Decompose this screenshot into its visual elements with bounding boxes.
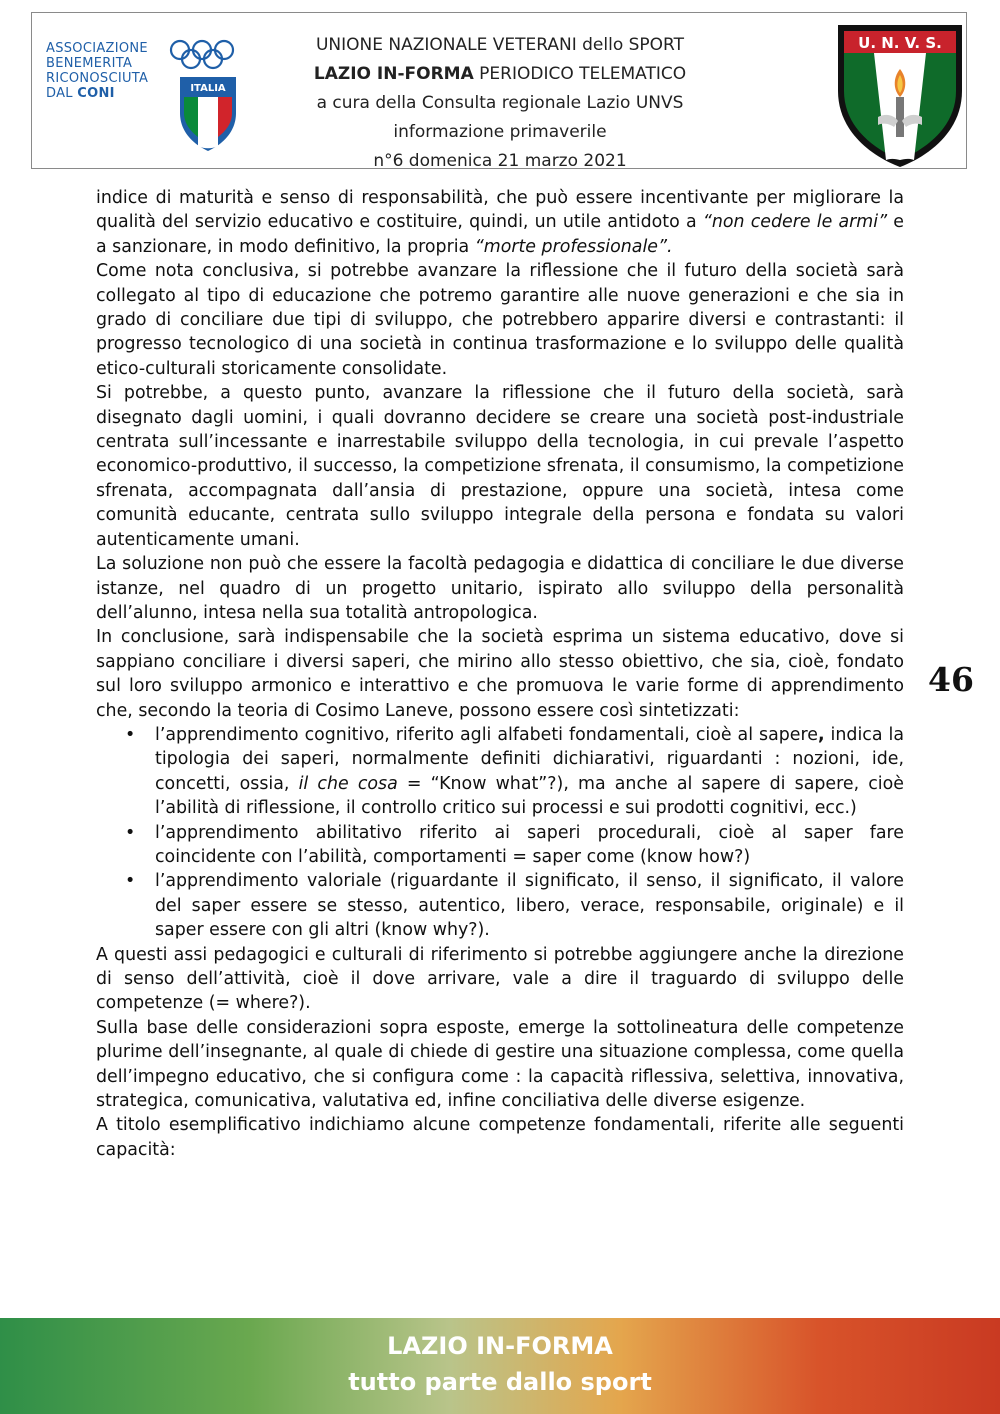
coni-line-4: DAL CONI — [46, 86, 115, 101]
page-header — [31, 12, 967, 169]
footer-title: LAZIO IN-FORMA — [387, 1332, 613, 1360]
header-line-3: a cura della Consulta regionale Lazio UNVS — [316, 93, 684, 113]
header-line-2: LAZIO IN-FORMA PERIODICO TELEMATICO — [313, 64, 687, 84]
footer-tagline: tutto parte dallo sport — [348, 1368, 652, 1396]
coni-line-1: ASSOCIAZIONE — [46, 41, 148, 56]
paragraph: A titolo esemplificativo indichiamo alcune competenze fondamentali, riferite alle seguenti capacità: — [96, 1115, 904, 1160]
article-body — [96, 186, 904, 1162]
list-item: • l’apprendimento valoriale (riguardante il significato, il senso, il significato, il valore del saper essere se stesso, autentico, libero, verace, responsabile, originale) e il saper essere con gli altri (know why?). — [155, 869, 904, 942]
paragraph: Si potrebbe, a questo punto, avanzare la riflessione che il futuro della società, sarà disegnato dagli uomini, i quali dovranno decidere se creare una società post-industriale centrata sull’incessante e inarrestabile sviluppo della tecnologia, in cui prevale l’aspetto economico-produttivo, il successo, la competizione sfrenata, il consumismo, la competizione sfrenata, accompagnata dall’ansia di prestazione, oppure una società, intesa come comunità educante, centrata sullo sviluppo integrale della persona e fondata su valori autenticamente umani. — [96, 383, 904, 550]
paragraph: La soluzione non può che essere la facoltà pedagogia e didattica di conciliare le due diverse istanze, nel quadro di un progetto unitario, ispirato allo sviluppo della personalità dell’alunno, intesa nella sua totalità antropologica. — [96, 554, 904, 623]
list-item: • l’apprendimento abilitativo riferito ai saperi procedurali, cioè al saper fare coincidente con l’abilità, comportamenti = saper come (know how?) — [155, 821, 904, 870]
coni-line-2: BENEMERITA — [46, 56, 133, 71]
list-item: • l’apprendimento cognitivo, riferito agli alfabeti fondamentali, cioè al sapere, indica la tipologia dei saperi, normalmente definiti dichiarativi, riguardanti : nozioni, ide, concetti, ossia, il che cosa = “Know what”?), ma anche al sapere di sapere, cioè l’abilità di riflessione, il controllo critico sui processi e sui prodotti cognitivi, ecc.) — [155, 723, 904, 821]
paragraph: Sulla base delle considerazioni sopra esposte, emerge la sottolineatura delle competenze plurime dell’insegnante, al quale di chiede di gestire una situazione complessa, come quella dell’impegno educativo, che si configura come : la capacità riflessiva, selettiva, innovativa, strategica, comunicativa, valutativa ed, infine conciliativa delle diverse esigenze. — [96, 1017, 904, 1112]
coni-logo-text — [46, 41, 148, 101]
coni-logo — [46, 41, 246, 151]
unvs-logo-text: U. N. V. S. — [858, 34, 942, 52]
page-number: 46 — [928, 660, 974, 699]
paragraph: indice di maturità e senso di responsabilità, che può essere incentivante per migliorare la qualità del servizio educativo e costituire, quindi, un utile antidoto a “non cedere le armi” e a sanzionare, in modo definitivo, la propria “morte professionale”. — [96, 188, 904, 257]
page-footer — [0, 1318, 1000, 1414]
paragraph: In conclusione, sarà indispensabile che la società esprima un sistema educativo, dove si sappiano conciliare i diversi saperi, che mirino allo stesso obiettivo, che sia, cioè, fondato sul loro sviluppo armonico e interattivo e che promuova le varie forme di apprendimento che, secondo la teoria di Cosimo Laneve, possono essere così sintetizzati: — [96, 627, 904, 721]
coni-line-3: RICONOSCIUTA — [46, 71, 149, 86]
bullet-list — [96, 723, 904, 943]
header-line-4: informazione primaverile — [393, 122, 607, 142]
header-line-5: n°6 domenica 21 marzo 2021 — [373, 151, 627, 171]
italia-label: ITALIA — [190, 83, 226, 94]
unvs-shield-logo — [834, 21, 966, 171]
paragraph: Come nota conclusiva, si potrebbe avanzare la riflessione che il futuro della società sarà collegato al tipo di educazione che potremo garantire alle nuove generazioni e che sia in grado di conciliare due tipi di sviluppo, che potrebbero apparire diversi e contrastanti: il progresso tecnologico di una società in continua trasformazione e lo sviluppo delle qualità etico-culturali storicamente consolidate. — [96, 261, 904, 379]
italia-shield-icon — [176, 73, 240, 153]
header-title-block — [252, 31, 748, 176]
paragraph: A questi assi pedagogici e culturali di riferimento si potrebbe aggiungere anche la direzione di senso dell’attività, cioè il dove arrivare, vale a dire il traguardo di sviluppo delle competenze (= where?). — [96, 944, 904, 1014]
header-line-1: UNIONE NAZIONALE VETERANI dello SPORT — [315, 35, 685, 55]
olympic-rings-icon — [168, 38, 236, 72]
